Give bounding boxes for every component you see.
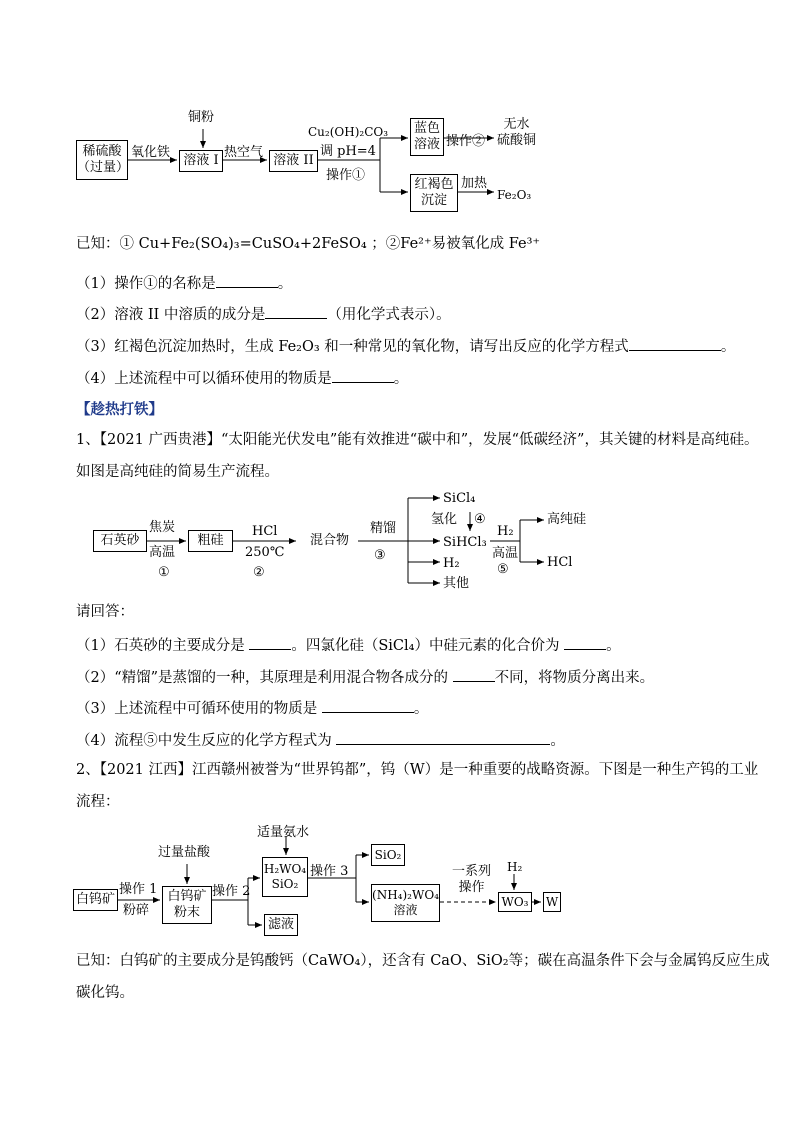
blue-solution-box: 蓝色 溶液 [410, 118, 444, 156]
problem-1-line-1: 1、【2021 广西贵港】“太阳能光伏发电”能有效推进“碳中和”，发展“低碳经济”，其关键的材料是高纯硅。 [76, 432, 759, 448]
solution-2-box: 溶液 II [269, 150, 318, 172]
high-temp-2-label: 高温 [492, 546, 519, 561]
crush-label: 粉碎 [123, 903, 150, 918]
operation-2-label: 操作 2 [212, 884, 251, 899]
ammonium-tungstate-box: (NH₄)₂WO₄ 溶液 [371, 884, 440, 922]
rectification-label: 精馏 [370, 521, 397, 536]
red-brown-precipitate-box: 红褐色 沉淀 [410, 174, 458, 212]
tungsten-trioxide-box: WO₃ [498, 892, 532, 912]
hydrogen-label: H₂ [443, 556, 460, 571]
step-1-label: ① [158, 565, 170, 580]
iron-oxide-label: 氧化铁 [131, 145, 171, 160]
pure-silicon-label: 高纯硅 [547, 512, 587, 527]
step-2-label: ② [253, 565, 265, 580]
question-2-1: （1）石英砂的主要成分是 。四氯化硅（SiCl₄）中硅元素的化合价为 。 [76, 638, 621, 654]
question-1-2: （2）溶液 II 中溶质的成分是 （用化学式表示）。 [76, 307, 451, 323]
question-1-1: （1）操作①的名称是 。 [76, 276, 293, 292]
answer-prompt: 请回答： [76, 604, 134, 620]
ammonia-label: 适量氨水 [257, 825, 310, 840]
other-label: 其他 [443, 576, 470, 591]
question-2-2: （2）“精馏”是蒸馏的一种，其原理是利用混合物各成分的 不同，将物质分离出来。 [76, 670, 655, 686]
fe2o3-product-label: Fe₂O₃ [497, 188, 532, 202]
known-conditions-3-line-2: 碳化钨。 [76, 985, 134, 1001]
question-1-4: （4）上述流程中可以循环使用的物质是 。 [76, 371, 409, 387]
series-operations-label: 一系列 操作 [452, 864, 492, 895]
high-temp-label: 高温 [149, 545, 176, 560]
quartz-sand-box: 石英砂 [93, 530, 147, 552]
hydrogen-reagent-label: H₂ [497, 524, 514, 539]
question-2-4: （4）流程⑤中发生反应的化学方程式为 。 [76, 733, 565, 749]
known-conditions-3-line-1: 已知：白钨矿的主要成分是钨酸钙（CaWO₄），还含有 CaO、SiO₂等；碳在高温条件下会与金属钨反应生成 [76, 953, 770, 969]
step-3-label: ③ [374, 548, 386, 563]
excess-hydrochloric-acid-label: 过量盐酸 [158, 845, 211, 860]
basic-copper-carbonate-label: Cu₂(OH)₂CO₃ [308, 125, 389, 139]
hcl-reagent-label: HCl [252, 524, 278, 539]
heat-label: 加热 [461, 176, 488, 191]
problem-2-line-2: 流程： [76, 794, 120, 810]
copper-powder-label: 铜粉 [188, 110, 215, 125]
dilute-sulfuric-acid-box: 稀硫酸 （过量） [76, 140, 128, 180]
known-conditions-1: 已知：① Cu+Fe₂(SO₄)₃=CuSO₄+2FeSO₄ ；②Fe²⁺易被氧化成 Fe³⁺ [76, 236, 541, 252]
silica-box: SiO₂ [371, 844, 405, 866]
step-5-label: ⑤ [497, 562, 509, 577]
problem-2-line-1: 2、【2021 江西】江西赣州被誉为“世界钨都”，钨（W）是一种重要的战略资源。下图是一种生产钨的工业 [76, 762, 759, 778]
hydrogenation-label: 氢化 [431, 512, 458, 527]
operation-3-label: 操作 3 [310, 864, 349, 879]
adjust-ph-label: 调 pH=4 [320, 144, 376, 159]
anhydrous-copper-sulfate-label: 无水 硫酸铜 [497, 117, 537, 148]
temperature-label: 250℃ [245, 545, 285, 560]
operation-1-label: 操作① [326, 168, 366, 183]
mixture-label: 混合物 [310, 533, 350, 548]
hcl-product-label: HCl [547, 555, 573, 570]
hot-air-label: 热空气 [224, 145, 264, 160]
hydrogen-label: H₂ [507, 860, 523, 874]
operation-2-label: 操作② [446, 134, 486, 149]
question-2-3: （3）上述流程中可循环使用的物质是 。 [76, 701, 429, 717]
operation-1-label: 操作 1 [119, 882, 158, 897]
tungsten-box: W [543, 892, 561, 912]
scheelite-box: 白钨矿 [73, 889, 118, 911]
problem-1-line-2: 如图是高纯硅的简易生产流程。 [76, 464, 279, 480]
coke-label: 焦炭 [149, 520, 176, 535]
section-heading: 【趁热打铁】 [76, 401, 163, 418]
crude-silicon-box: 粗硅 [188, 530, 233, 552]
tungstic-acid-box: H₂WO₄ SiO₂ [262, 857, 308, 897]
sihcl3-label: SiHCl₃ [443, 535, 487, 550]
step-4-label: ④ [474, 512, 486, 527]
sicl4-label: SiCl₄ [443, 491, 476, 506]
filtrate-box: 滤液 [264, 914, 298, 936]
question-1-3: （3）红褐色沉淀加热时，生成 Fe₂O₃ 和一种常见的氧化物，请写出反应的化学方程式 。 [76, 339, 736, 355]
solution-1-box: 溶液 I [179, 150, 223, 172]
scheelite-powder-box: 白钨矿 粉末 [162, 886, 212, 924]
